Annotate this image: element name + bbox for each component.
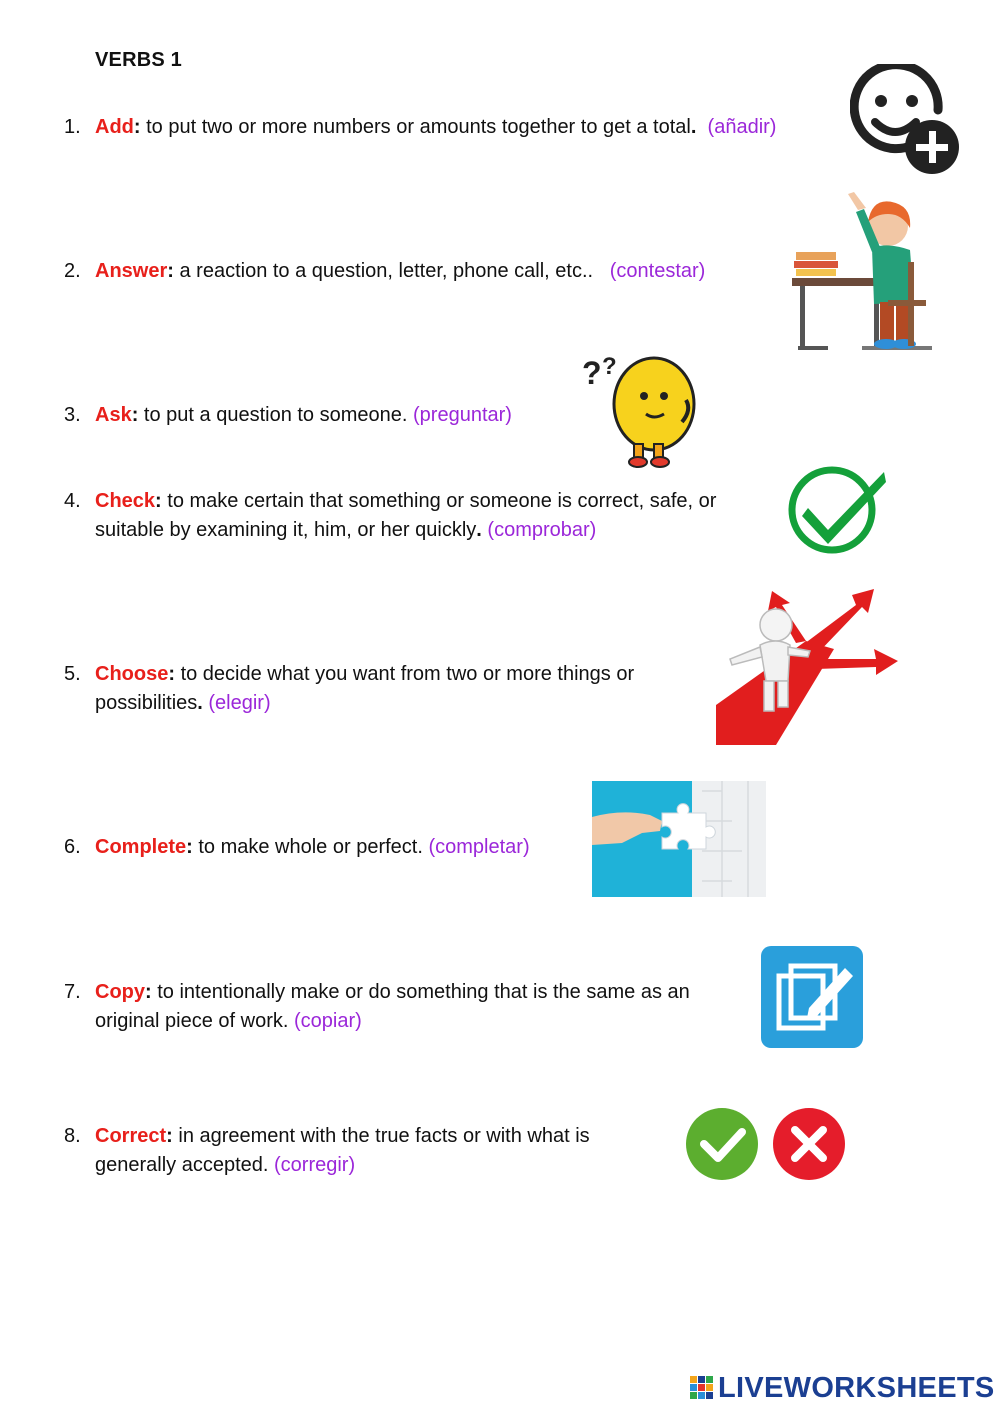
translation: (completar) [428,836,530,858]
translation: (elegir) [208,692,271,714]
crossroads-arrows-icon [716,585,900,745]
definition-end: . [197,692,203,714]
checkmark-icon [786,462,890,556]
definition: to make certain that something or someone is correct, safe, or suitable by examining it, him, or her quickly [95,490,717,541]
definition: to put a question to someone. [138,404,408,426]
definition-end: . [690,116,697,138]
item-number: 8. [64,1125,81,1147]
term-colon: : [166,1125,173,1147]
term-colon: : [155,490,162,512]
item-number: 5. [64,663,81,685]
term-colon: : [145,981,152,1003]
item-number: 7. [64,981,81,1003]
item-number: 3. [64,404,81,426]
term-colon: : [168,663,176,685]
smiley-plus-icon [850,64,962,176]
puzzle-piece-icon [592,781,766,897]
definition: to make whole or perfect. [192,836,423,858]
list-item-answer [64,257,784,286]
list-item-ask [64,401,584,430]
svg-text:?: ? [582,355,602,391]
translation: (contestar) [609,260,706,282]
item-number: 1. [64,116,81,138]
list-item-choose [64,660,704,718]
term-colon: : [131,404,139,426]
page-title: VERBS 1 [95,49,182,71]
definition: to put two or more numbers or amounts together to get a total [140,116,691,138]
list-item-complete [64,833,584,862]
correct-incorrect-icon [684,1106,848,1182]
definition: in agreement with the true facts or with what is generally accepted. [95,1125,590,1176]
term-colon: : [133,116,141,138]
brand-name: LIVEWORKSHEETS [718,1371,995,1404]
translation: (corregir) [274,1154,356,1176]
term-colon: : [186,836,193,858]
student-raising-hand-icon [788,192,938,354]
definition: to intentionally make or do something that is the same as an original piece of work. [95,981,690,1032]
term: Correct [95,1125,167,1147]
definition: a reaction to a question, letter, phone call, etc.. [173,260,594,282]
definition-end: . [476,519,482,541]
svg-text:?: ? [602,353,617,380]
item-number: 2. [64,260,81,282]
translation: (comprobar) [487,519,597,541]
item-number: 6. [64,836,81,858]
term: Check [95,490,156,512]
liveworksheets-logo-icon [690,1375,714,1401]
list-item-copy [64,978,754,1036]
list-item-add [64,113,844,142]
translation: (añadir) [707,116,777,138]
term: Add [95,116,134,138]
term: Ask [95,404,132,426]
term-colon: : [167,260,174,282]
term: Copy [95,981,145,1003]
item-number: 4. [64,490,81,512]
confused-emoji-icon [578,352,700,470]
list-item-correct [64,1122,654,1180]
term: Choose [95,663,169,685]
translation: (preguntar) [413,404,512,426]
term: Complete [95,836,187,858]
copy-edit-icon [761,946,863,1048]
list-item-check [64,487,764,545]
term: Answer [95,260,168,282]
translation: (copiar) [294,1010,362,1032]
liveworksheets-logo [690,1372,995,1404]
definition: to decide what you want from two or more things or possibilities [95,663,635,714]
